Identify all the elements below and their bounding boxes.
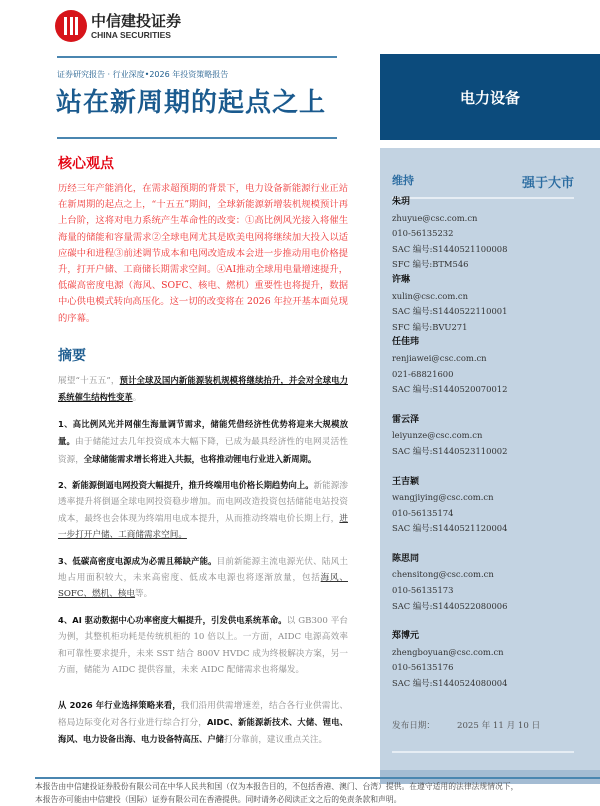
logo-en: CHINA SECURITIES <box>91 30 181 40</box>
analyst-info: 010-56135174 <box>392 506 582 522</box>
analyst-name: 郑博元 <box>392 629 582 645</box>
summary-paragraph <box>58 553 348 603</box>
analyst-info: SFC 编号:BTM546 <box>392 257 582 273</box>
summary-text-segment: 3、低碳高密度电源成为必需且稀缺产能。 <box>58 556 217 566</box>
summary-heading: 摘要 <box>58 345 86 365</box>
publish-date-value: 2025 年 11 月 10 日 <box>457 721 540 731</box>
header-rule-top <box>57 56 337 58</box>
analyst-name: 王吉颖 <box>392 475 582 491</box>
analyst-card <box>392 413 582 460</box>
analyst-name: 雷云泽 <box>392 413 582 429</box>
disclaimer-line: 本报告亦可能由中信建投（国际）证券有限公司在香港提供。同时请务必阅读正文之后的免责条款和声明。 <box>35 794 600 806</box>
summary-text-segment: 新能源渗透率提升将倒逼全球电网投资稳步增加。而电网改造投资包括储能电站投资成本，最终也会体现为终端用电成本提升，从而推动终端电价长期上行， <box>58 481 348 524</box>
page-title: 站在新周期的起点之上 <box>56 82 326 119</box>
summary-text-segment: 由于储能过去几年投资成本大幅下降，已成为最具经济性的电网灵活性资源， <box>58 437 348 464</box>
analyst-info: 010-56135173 <box>392 583 582 599</box>
footer-rule <box>35 777 600 779</box>
summary-text-segment: 4、AI 驱动数据中心功率密度大幅提升，引发供电系统革命。 <box>58 615 287 625</box>
analyst-info: SAC 编号:S1440522110001 <box>392 304 582 320</box>
summary-text-segment: 2、新能源倒逼电网投资大幅提升，推升终端用电价格长期趋势向上。 <box>58 480 314 490</box>
summary-text-segment: 全球储能需求增长将进入共振，也将推动锂电行业进入新周期。 <box>84 454 316 464</box>
analyst-name: 任佳玮 <box>392 335 582 351</box>
analyst-name: 朱玥 <box>392 195 582 211</box>
analyst-info: SAC 编号:S1440521100008 <box>392 242 582 258</box>
analyst-email[interactable]: leiyunze@csc.com.cn <box>392 428 582 444</box>
core-view-text: 历经三年产能消化，在需求超预期的背景下，电力设备新能源行业正站在新周期的起点之上，“十五五”期间，全球新能源新增装机规模预计再上台阶，这将对电力系统产生革命性的改变：①高比例风光接入将催生海量的储能和容量需求②全球电网尤其是欧美电网将继续加大投入以适应碳中和进程③前述调节成本和电网改造成本会进一步推动用电价格提升，打开户储、工商储长期需求空间。④AI推动全球用电量增速提升，低碳高密度电源（海风、SOFC、核电、燃机）重要性也将提升，数据中心供电模式转向高压化。这一切的改变将在 2026 年拉开基本面兑现的序幕。 <box>58 181 348 327</box>
summary-text-segment: 从 2026 年行业选择策略来看， <box>58 700 181 710</box>
analyst-name: 陈思同 <box>392 552 582 568</box>
analyst-card <box>392 552 582 614</box>
analyst-info: SAC 编号:S1440522080006 <box>392 599 582 615</box>
summary-paragraph <box>58 416 348 468</box>
analyst-info: SAC 编号:S1440521120004 <box>392 521 582 537</box>
summary-text-segment: AIDC、新能源新技术、大储、锂电、海风、电力设备出海、电力设备特高压、户储 <box>58 717 348 744</box>
analyst-email[interactable]: wangjiying@csc.com.cn <box>392 490 582 506</box>
analyst-info: 010-56135232 <box>392 226 582 242</box>
analyst-info: SFC 编号:BVU271 <box>392 320 582 336</box>
analyst-info: SAC 编号:S1440523110002 <box>392 444 582 460</box>
analyst-info: SAC 编号:S1440520070012 <box>392 382 582 398</box>
summary-text-segment: 预计全球及国内新能源装机规模将继续抬升，并会对全球电力系统催生结构性变革 <box>58 375 348 402</box>
summary-text-segment: 以 GB300 平台为例，其整机柜功耗是传统机柜的 10 倍以上。一方面，AIDC 电源高效率和可靠性要求提升，未来 SST 结合 800V HVDC 成为终极解决方案，另一方面，储能为 AIDC 提供容量，未来 AIDC 配储需求也将爆发。 <box>58 616 348 675</box>
summary-text-segment: 进一步打开户储、工商储需求空间。 <box>58 514 348 540</box>
report-type: 证券研究报告 · 行业深度•2026 年投资策略报告 <box>57 69 228 80</box>
analyst-card <box>392 475 582 537</box>
analyst-card <box>392 335 582 397</box>
summary-text-segment: 海风、SOFC、燃机、核电 <box>58 573 348 599</box>
analyst-info: 010-56135176 <box>392 660 582 676</box>
analyst-email[interactable]: xulin@csc.com.cn <box>392 289 582 305</box>
publish-date <box>392 719 540 731</box>
summary-text-segment: 等。 <box>135 589 152 599</box>
disclaimer-line: 本报告由中信建投证券股份有限公司在中华人民共和国（仅为本报告目的，不包括香港、澳门、台湾）提供。在遵守适用的法律法规情况下， <box>35 781 600 794</box>
logo-mark-icon <box>55 10 87 42</box>
header-rule-bottom <box>57 137 337 139</box>
analyst-email[interactable]: renjiawei@csc.com.cn <box>392 351 582 367</box>
analyst-email[interactable]: zhuyue@csc.com.cn <box>392 211 582 227</box>
analyst-name: 许琳 <box>392 273 582 289</box>
sector-label: 电力设备 <box>380 54 600 140</box>
summary-paragraph <box>58 372 348 407</box>
analyst-info: SAC 编号:S1440524080004 <box>392 676 582 692</box>
company-logo <box>55 10 181 42</box>
summary-body <box>58 372 348 758</box>
summary-text-segment: 展望“十五五”， <box>58 376 120 386</box>
core-view-heading: 核心观点 <box>58 153 114 173</box>
analyst-list <box>392 195 582 692</box>
summary-text-segment: 我们沿用供需增速差，结合各行业供需比、格局边际变化对各行业进行综合打分， <box>58 701 348 728</box>
analyst-card <box>392 273 582 335</box>
summary-text-segment: 。 <box>133 393 142 403</box>
rating-action: 维持 <box>392 172 414 191</box>
analyst-email[interactable]: chensitong@csc.com.cn <box>392 567 582 583</box>
disclaimer <box>35 781 600 806</box>
summary-text-segment: 1、高比例风光并网催生海量调节需求，储能凭借经济性优势将迎来大规模放量。 <box>58 419 348 446</box>
rating-value: 强于大市 <box>522 172 574 191</box>
summary-paragraph <box>58 612 348 679</box>
analyst-card <box>392 629 582 691</box>
summary-text-segment: 打分靠前，建议重点关注。 <box>224 735 327 745</box>
analyst-info: 021-68821600 <box>392 367 582 383</box>
summary-paragraph <box>58 477 348 544</box>
analyst-card <box>392 195 582 273</box>
analyst-email[interactable]: zhengboyuan@csc.com.cn <box>392 645 582 661</box>
sidebar-divider <box>392 751 574 753</box>
summary-text-segment: 目前新能源主流电源光伏、陆风土地占用面积较大，未来高密度、低成本电源也将逐渐放量，包括 <box>58 557 348 583</box>
logo-cn: 中信建投证券 <box>91 13 181 30</box>
publish-date-label: 发布日期： <box>392 721 435 731</box>
summary-paragraph <box>58 697 348 749</box>
